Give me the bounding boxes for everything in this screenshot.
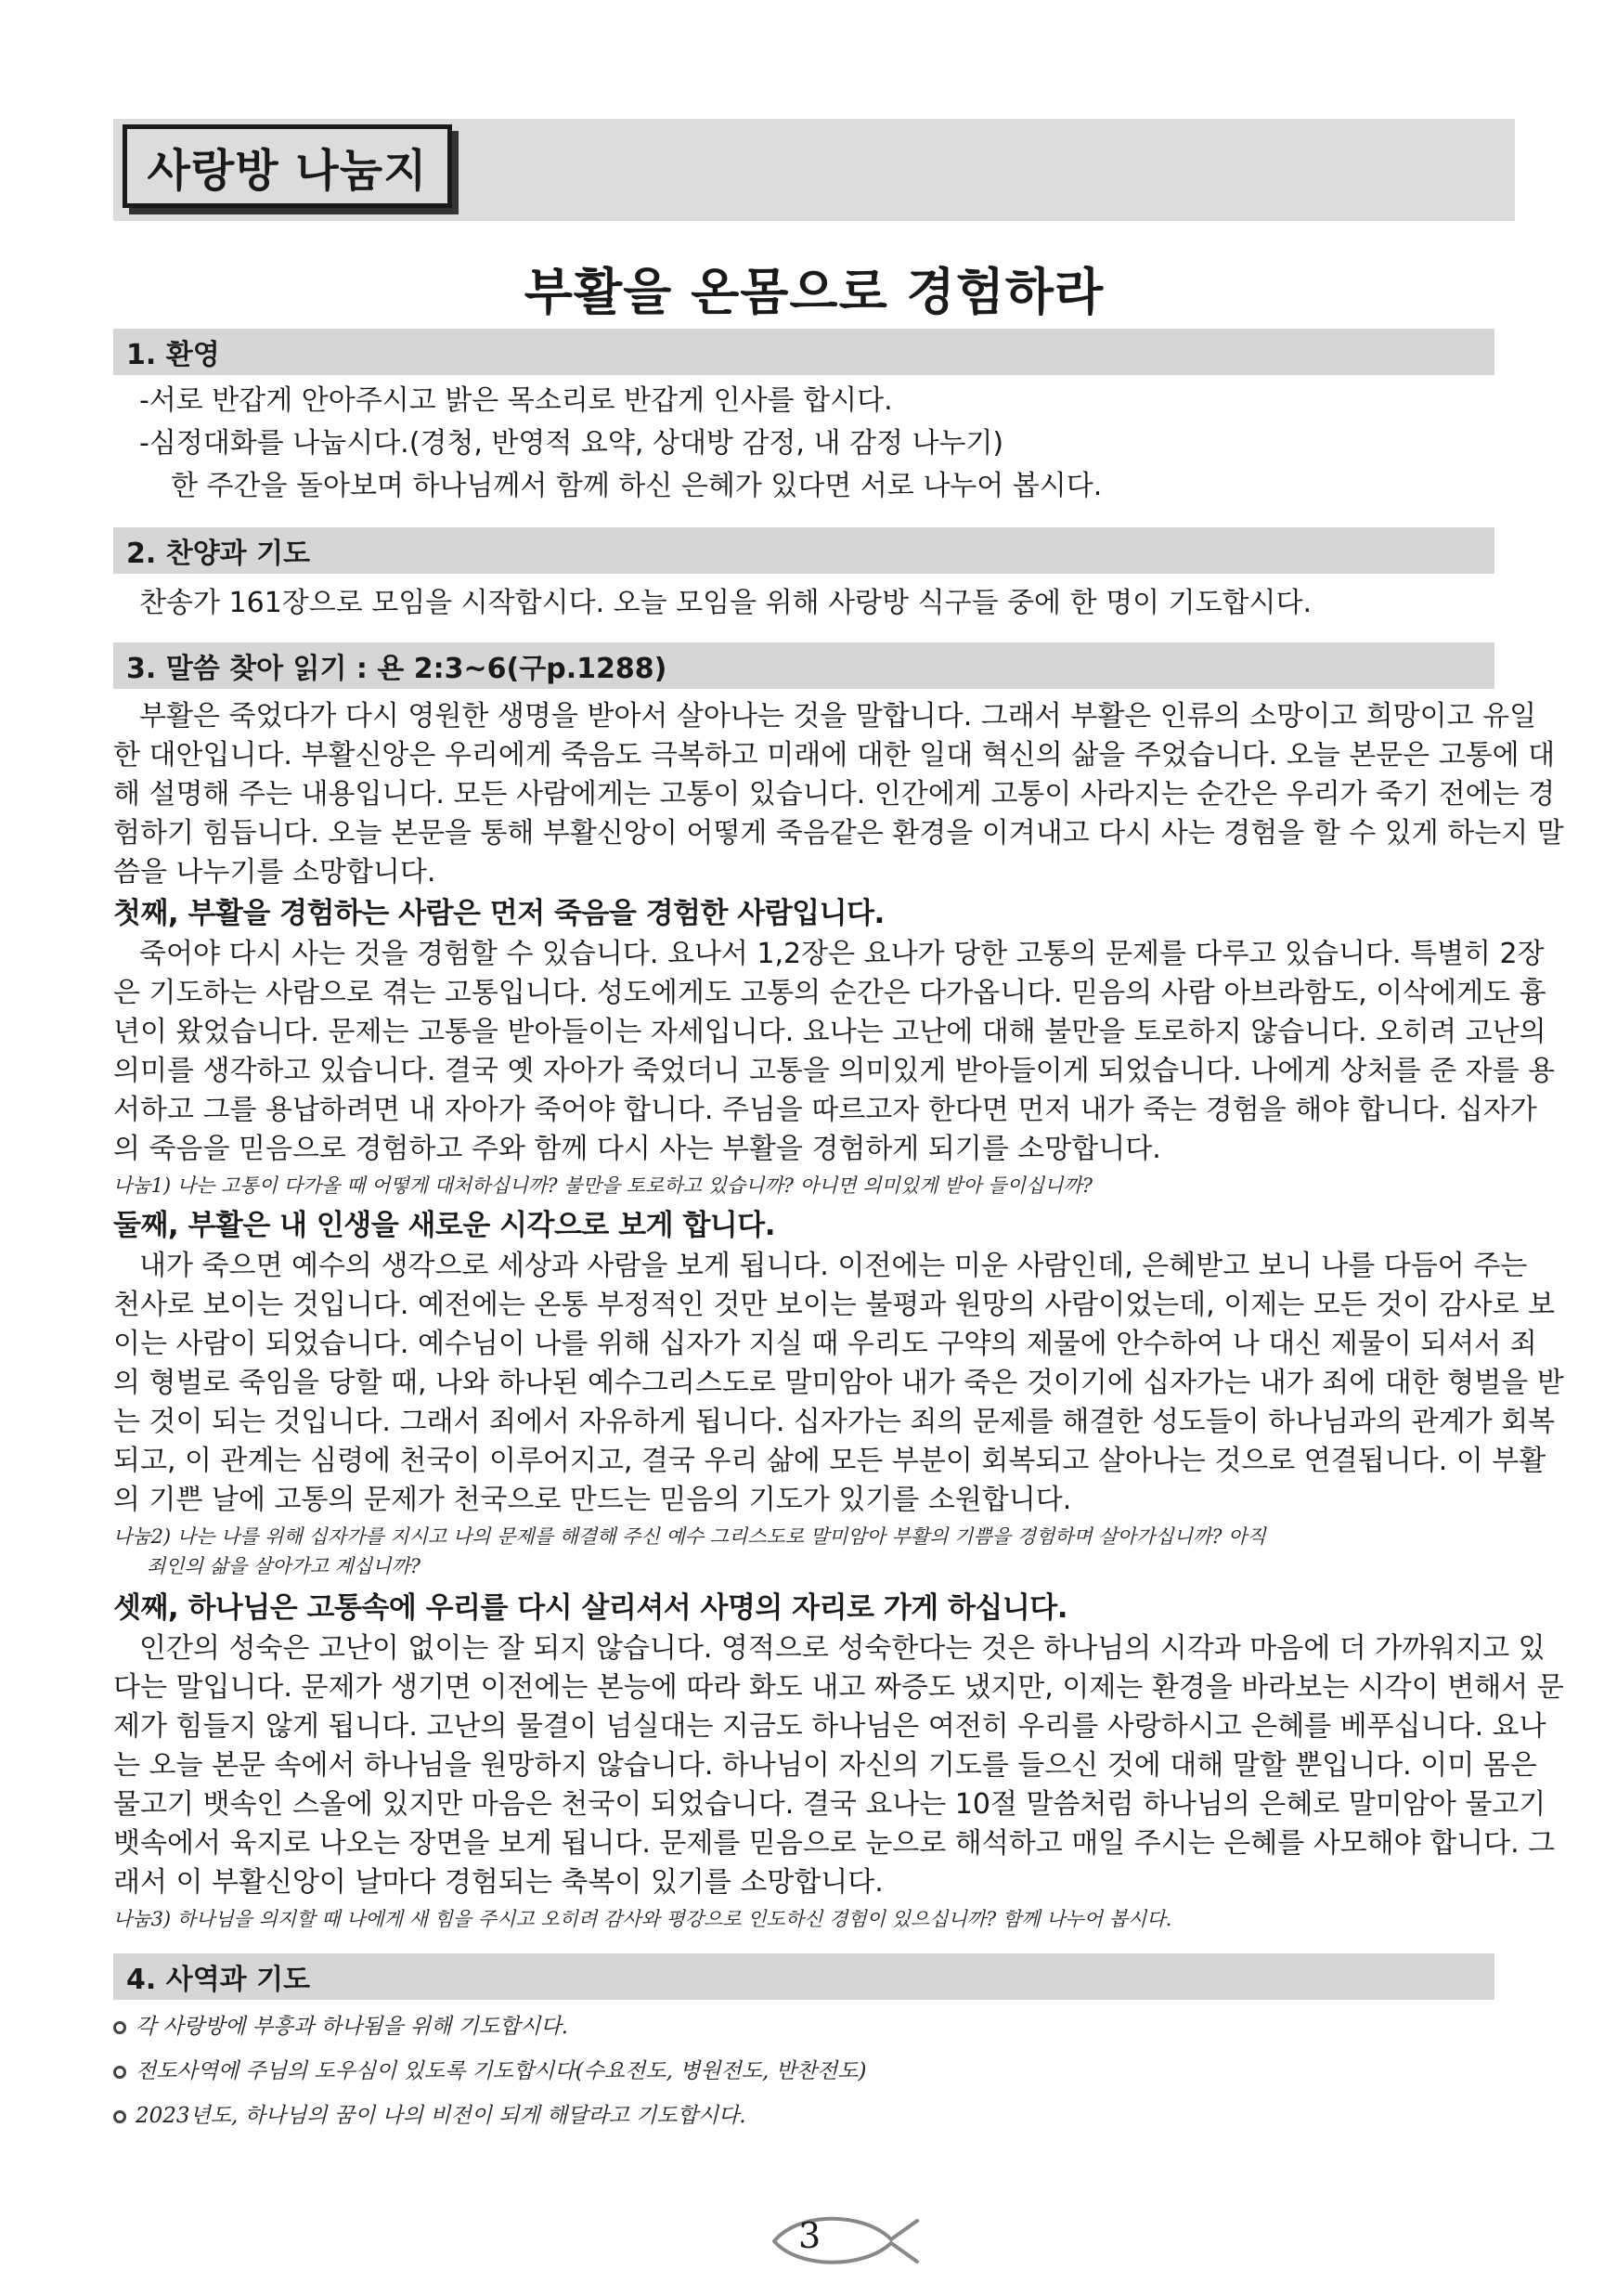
first-point-line: 의 죽음을 믿음으로 경험하고 주와 함께 다시 사는 부활을 경험하게 되기를 소망합니다. [113,1133,1161,1165]
second-point-line: 의 기쁜 날에 고통의 문제가 천국으로 만드는 믿음의 기도가 있기를 소원합니다. [113,1484,1072,1516]
second-point-line: 천사로 보이는 것입니다. 예전에는 온통 부정적인 것만 보이는 불평과 원망의 사람이었는데, 이제는 모든 것이 감사로 보 [113,1289,1556,1321]
bullet-icon [113,2021,126,2034]
prayer-item: 2023년도, 하나님의 꿈이 나의 비전이 되게 해달라고 기도합시다. [113,2102,746,2130]
s3-intro-line: 험하기 힘듭니다. 오늘 본문을 통해 부활신앙이 어떻게 죽음같은 환경을 이겨내고 다시 사는 경험을 할 수 있게 하는지 말 [113,817,1564,850]
s2-text: 찬송가 161장으로 모임을 시작합시다. 오늘 모임을 위해 사랑방 식구들 중에 한 명이 기도합시다. [139,587,1313,619]
first-point-heading: 첫째, 부활을 경험하는 사람은 먼저 죽음을 경험한 사람입니다. [113,897,885,930]
section-4-heading: 4. 사역과 기도 [113,1953,1494,2000]
s3-intro-line: 해 설명해 주는 내용입니다. 모든 사람에게는 고통이 있습니다. 인간에게 고통이 사라지는 순간은 우리가 죽기 전에는 경 [113,778,1556,811]
prayer-item: 전도사역에 주님의 도우심이 있도록 기도합시다(수요전도, 병원전도, 반찬전도) [113,2057,866,2085]
sharing-question-3: 나눔3) 하나님을 의지할 때 나에게 새 힘을 주시고 오히려 감사와 평강으로 인도하신 경험이 있으십니까? 함께 나누어 봅시다. [113,1908,1172,1930]
first-point-line: 은 기도하는 사람으로 겪는 고통입니다. 성도에게도 고통의 순간은 다가옵니다. 믿음의 사람 아브라함도, 이삭에게도 흉 [113,977,1546,1009]
s1-line-3: 한 주간을 돌아보며 하나님께서 함께 하신 은혜가 있다면 서로 나누어 봅시다. [171,470,1103,502]
second-point-line: 내가 죽으면 예수의 생각으로 세상과 사람을 보게 됩니다. 이전에는 미운 사람인데, 은혜받고 보니 나를 다듬어 주는 [139,1250,1528,1282]
sharing-question-2-cont: 죄인의 삶을 살아가고 계십니까? [147,1555,421,1577]
first-point-line: 죽어야 다시 사는 것을 경험할 수 있습니다. 요나서 1,2장은 요나가 당한 고통의 문제를 다루고 있습니다. 특별히 2장 [139,938,1545,970]
header-label: 사랑방 나눔지 [123,124,452,208]
s1-line-2: -심정대화를 나눕시다.(경청, 반영적 요약, 상대방 감정, 내 감정 나누기) [139,427,1004,460]
third-point-line: 다는 말입니다. 문제가 생기면 이전에는 본능에 따라 화도 내고 짜증도 냈지만, 이제는 환경을 바라보는 시각이 변해서 문 [113,1671,1564,1704]
s3-intro-line: 부활은 죽었다가 다시 영원한 생명을 받아서 살아나는 것을 말합니다. 그래서 부활은 인류의 소망이고 희망이고 유일 [139,700,1537,733]
sharing-question-1: 나눔1) 나는 고통이 다가올 때 어떻게 대처하십니까? 불만을 토로하고 있습니까? 아니면 의미있게 받아 들이십니까? [113,1174,1093,1197]
bullet-icon [113,2066,126,2079]
s1-line-1: -서로 반갑게 안아주시고 밝은 목소리로 반갑게 인사를 합시다. [139,384,893,417]
page-number: 3 [798,2215,821,2256]
third-point-line: 제가 힘들지 않게 됩니다. 고난의 물결이 넘실대는 지금도 하나님은 여전히 우리를 사랑하시고 은혜를 베푸십니다. 요나 [113,1710,1546,1743]
section-1-heading: 1. 환영 [113,329,1494,375]
third-point-line: 는 오늘 본문 속에서 하나님을 원망하지 않습니다. 하나님이 자신의 기도를 들으신 것에 대해 말할 뿐입니다. 이미 몸은 [113,1749,1537,1782]
s3-intro-line: 씀을 나누기를 소망합니다. [113,856,436,889]
third-point-heading: 셋째, 하나님은 고통속에 우리를 다시 살리셔서 사명의 자리로 가게 하십니다. [113,1591,1068,1625]
s3-intro-line: 한 대안입니다. 부활신앙은 우리에게 죽음도 극복하고 미래에 대한 일대 혁신의 삶을 주었습니다. 오늘 본문은 고통에 대 [113,739,1556,772]
third-point-line: 뱃속에서 육지로 나오는 장면을 보게 됩니다. 문제를 믿음으로 눈으로 해석하고 매일 주시는 은혜를 사모해야 합니다. 그 [113,1827,1556,1860]
second-point-line: 의 형벌로 죽임을 당할 때, 나와 하나된 예수그리스도로 말미암아 내가 죽은 것이기에 십자가는 내가 죄에 대한 형벌을 받 [113,1367,1564,1399]
third-point-line: 물고기 뱃속인 스올에 있지만 마음은 천국이 되었습니다. 결국 요나는 10절 말씀처럼 하나님의 은혜로 말미암아 물고기 [113,1788,1546,1821]
section-2-heading: 2. 찬양과 기도 [113,527,1494,574]
second-point-line: 는 것이 되는 것입니다. 그래서 죄에서 자유하게 됩니다. 십자가는 죄의 문제를 해결한 성도들이 하나님과의 관계가 회복 [113,1406,1556,1438]
bullet-icon [113,2110,126,2123]
second-point-line: 이는 사람이 되었습니다. 예수님이 나를 위해 십자가 지실 때 우리도 구약의 제물에 안수하여 나 대신 제물이 되셔서 죄 [113,1328,1537,1360]
first-point-line: 년이 왔었습니다. 문제는 고통을 받아들이는 자세입니다. 요나는 고난에 대해 불만을 토로하지 않습니다. 오히려 고난의 [113,1016,1546,1048]
third-point-line: 래서 이 부활신앙이 날마다 경험되는 축복이 있기를 소망합니다. [113,1866,884,1899]
page-title: 부활을 온몸으로 경험하라 [524,263,1105,321]
second-point-line: 되고, 이 관계는 심령에 천국이 이루어지고, 결국 우리 삶에 모든 부분이 회복되고 살아나는 것으로 연결됩니다. 이 부활 [113,1445,1546,1477]
section-3-heading: 3. 말씀 찾아 읽기 : 욘 2:3~6(구p.1288) [113,642,1494,689]
prayer-item: 각 사랑방에 부흥과 하나됨을 위해 기도합시다. [113,2013,568,2041]
fish-icon [761,2208,928,2273]
first-point-line: 서하고 그를 용납하려면 내 자아가 죽어야 합니다. 주님을 따르고자 한다면 먼저 내가 죽는 경험을 해야 합니다. 십자가 [113,1094,1537,1126]
page-number-badge [761,2208,928,2273]
second-point-heading: 둘째, 부활은 내 인생을 새로운 시각으로 보게 합니다. [113,1209,775,1242]
third-point-line: 인간의 성숙은 고난이 없이는 잘 되지 않습니다. 영적으로 성숙한다는 것은 하나님의 시각과 마음에 더 가까워지고 있 [139,1632,1546,1665]
sharing-question-2: 나눔2) 나는 나를 위해 십자가를 지시고 나의 문제를 해결해 주신 예수 그리스도로 말미암아 부활의 기쁨을 경험하며 살아가십니까? 아직 [113,1525,1266,1548]
first-point-line: 의미를 생각하고 있습니다. 결국 옛 자아가 죽었더니 고통을 의미있게 받아들이게 되었습니다. 나에게 상처를 준 자를 용 [113,1055,1556,1087]
